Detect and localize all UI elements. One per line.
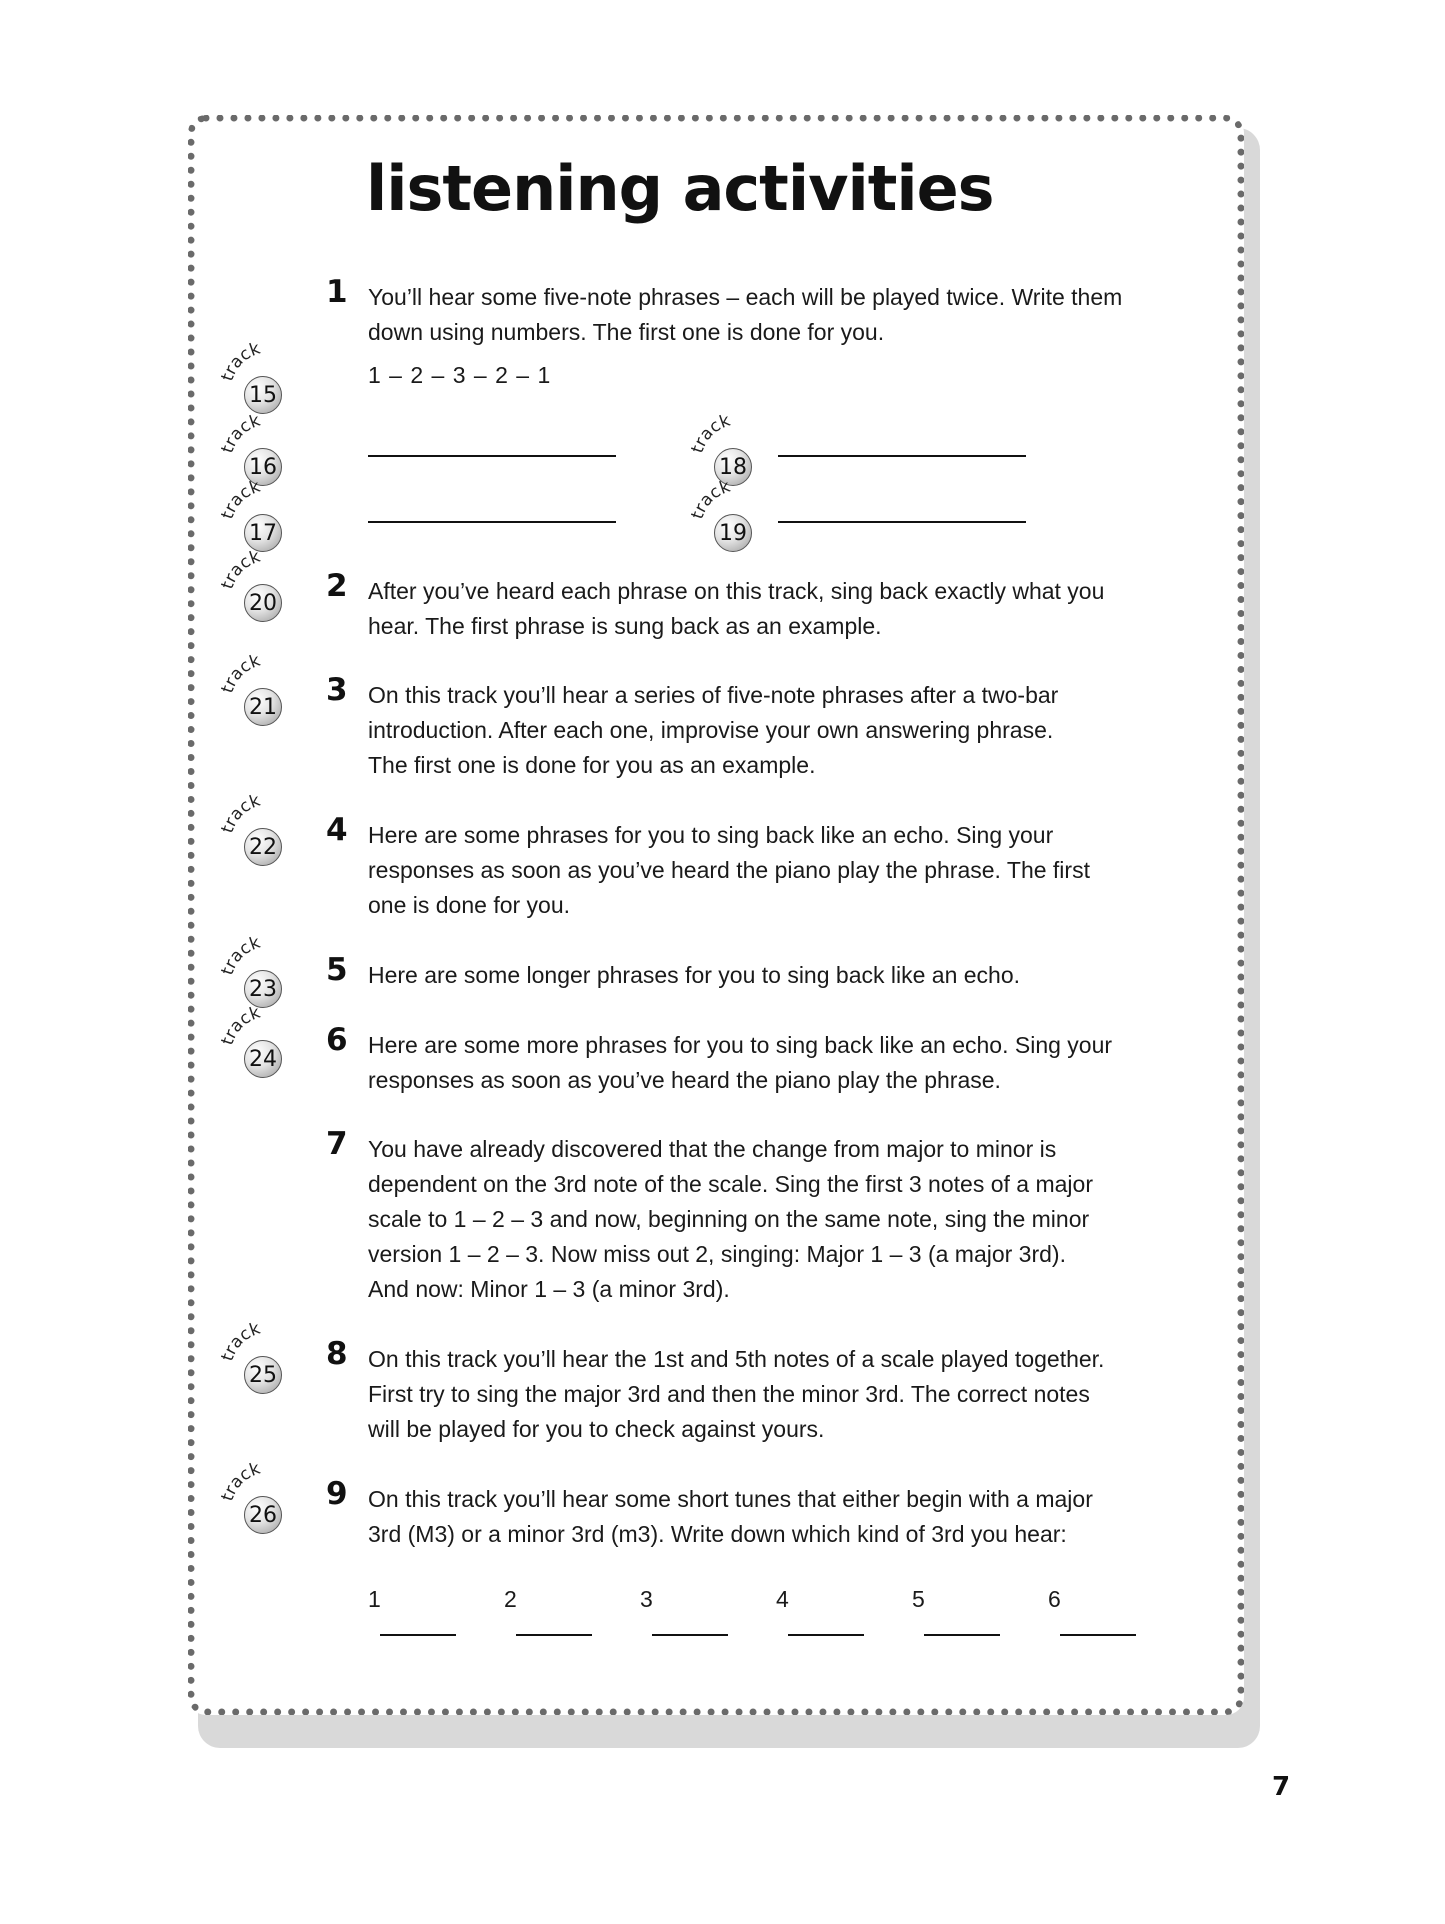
page-number: 7 xyxy=(1272,1772,1291,1802)
question-number-2: 2 xyxy=(326,568,348,604)
track-number: 15 xyxy=(244,376,282,414)
svg-text:track: track xyxy=(687,476,733,522)
text-line: introduction. After each one, improvise your own answering phrase. xyxy=(368,717,1054,743)
question-number-5: 5 xyxy=(326,952,348,988)
answer-line-18[interactable] xyxy=(778,455,1026,457)
text-line: You’ll hear some five-note phrases – each will be played twice. Write them xyxy=(368,284,1123,310)
svg-text:track: track xyxy=(217,546,263,592)
question-6-text xyxy=(368,1028,1168,1098)
answer-label: 1 xyxy=(368,1586,381,1612)
text-line: And now: Minor 1 – 3 (a minor 3rd). xyxy=(368,1276,730,1302)
question-number-9: 9 xyxy=(326,1476,348,1512)
track-badge-17 xyxy=(217,476,296,556)
text-line: After you’ve heard each phrase on this track, sing back exactly what you xyxy=(368,578,1105,604)
answer-line[interactable] xyxy=(380,1634,456,1636)
track-number: 21 xyxy=(244,688,282,726)
track-number: 25 xyxy=(244,1356,282,1394)
text-line: First try to sing the major 3rd and then the minor 3rd. The correct notes xyxy=(368,1381,1090,1407)
answer-blank-4[interactable] xyxy=(776,1586,864,1640)
track-badge-19 xyxy=(687,476,766,556)
question-number-3: 3 xyxy=(326,672,348,708)
answer-line[interactable] xyxy=(924,1634,1000,1636)
svg-text:track: track xyxy=(217,338,263,384)
track-number: 22 xyxy=(244,828,282,866)
answer-blank-5[interactable] xyxy=(912,1586,1000,1640)
answer-label: 6 xyxy=(1048,1586,1061,1612)
text-line: On this track you’ll hear a series of five-note phrases after a two-bar xyxy=(368,682,1059,708)
question-4-text xyxy=(368,818,1168,923)
question-number-4: 4 xyxy=(326,812,348,848)
page-title: listening activities xyxy=(366,152,994,225)
answer-line-16[interactable] xyxy=(368,455,616,457)
question-3-text xyxy=(368,678,1168,783)
svg-text:track: track xyxy=(687,410,733,456)
track-badge-24 xyxy=(217,1002,296,1082)
track-badge-26 xyxy=(217,1458,296,1538)
text-line: 3rd (M3) or a minor 3rd (m3). Write down which kind of 3rd you hear: xyxy=(368,1521,1067,1547)
svg-text:track: track xyxy=(217,790,263,836)
track-badge-21 xyxy=(217,650,296,730)
answer-line[interactable] xyxy=(1060,1634,1136,1636)
text-line: version 1 – 2 – 3. Now miss out 2, singing: Major 1 – 3 (a major 3rd). xyxy=(368,1241,1066,1267)
answer-line-19[interactable] xyxy=(778,521,1026,523)
answer-blank-3[interactable] xyxy=(640,1586,728,1640)
svg-text:track: track xyxy=(217,1458,263,1504)
question-9-text xyxy=(368,1482,1168,1552)
track-badge-23 xyxy=(217,932,296,1012)
question-5-text xyxy=(368,958,1168,993)
text-line: will be played for you to check against yours. xyxy=(368,1416,825,1442)
text-line: one is done for you. xyxy=(368,892,571,918)
text-line: responses as soon as you’ve heard the piano play the phrase. xyxy=(368,1067,1001,1093)
track-badge-15 xyxy=(217,338,296,418)
text-line: hear. The first phrase is sung back as an example. xyxy=(368,613,882,639)
svg-text:track: track xyxy=(217,410,263,456)
question-number-1: 1 xyxy=(326,274,348,310)
track-number: 19 xyxy=(714,514,752,552)
answer-label: 3 xyxy=(640,1586,653,1612)
question-1-text xyxy=(368,280,1168,350)
track-number: 17 xyxy=(244,514,282,552)
text-line: The first one is done for you as an example. xyxy=(368,752,816,778)
svg-text:track: track xyxy=(217,650,263,696)
answer-label: 2 xyxy=(504,1586,517,1612)
svg-text:track: track xyxy=(217,932,263,978)
answer-blank-2[interactable] xyxy=(504,1586,592,1640)
text-line: scale to 1 – 2 – 3 and now, beginning on the same note, sing the minor xyxy=(368,1206,1090,1232)
text-line: responses as soon as you’ve heard the piano play the phrase. The first xyxy=(368,857,1090,883)
text-line: dependent on the 3rd note of the scale. Sing the first 3 notes of a major xyxy=(368,1171,1093,1197)
text-line: On this track you’ll hear the 1st and 5th notes of a scale played together. xyxy=(368,1346,1105,1372)
question-1-example: 1 – 2 – 3 – 2 – 1 xyxy=(368,362,552,388)
answer-line-17[interactable] xyxy=(368,521,616,523)
track-number: 18 xyxy=(714,448,752,486)
track-badge-25 xyxy=(217,1318,296,1398)
question-number-6: 6 xyxy=(326,1022,348,1058)
question-number-8: 8 xyxy=(326,1336,348,1372)
answer-line[interactable] xyxy=(652,1634,728,1636)
track-number: 23 xyxy=(244,970,282,1008)
svg-text:track: track xyxy=(217,1002,263,1048)
answer-line[interactable] xyxy=(788,1634,864,1636)
question-7-text xyxy=(368,1132,1168,1307)
question-2-text xyxy=(368,574,1168,644)
track-badge-20 xyxy=(217,546,296,626)
answer-label: 5 xyxy=(912,1586,925,1612)
answer-blank-6[interactable] xyxy=(1048,1586,1136,1640)
text-line: Here are some longer phrases for you to sing back like an echo. xyxy=(368,962,1021,988)
track-badge-22 xyxy=(217,790,296,870)
track-number: 16 xyxy=(244,448,282,486)
question-8-text xyxy=(368,1342,1168,1447)
text-line: Here are some phrases for you to sing back like an echo. Sing your xyxy=(368,822,1054,848)
answer-blank-1[interactable] xyxy=(368,1586,456,1640)
text-line: On this track you’ll hear some short tunes that either begin with a major xyxy=(368,1486,1093,1512)
svg-text:track: track xyxy=(217,476,263,522)
track-number: 24 xyxy=(244,1040,282,1078)
answer-label: 4 xyxy=(776,1586,789,1612)
text-line: down using numbers. The first one is done for you. xyxy=(368,319,885,345)
answer-line[interactable] xyxy=(516,1634,592,1636)
track-number: 26 xyxy=(244,1496,282,1534)
question-number-7: 7 xyxy=(326,1126,348,1162)
svg-text:track: track xyxy=(217,1318,263,1364)
text-line: You have already discovered that the change from major to minor is xyxy=(368,1136,1057,1162)
text-line: Here are some more phrases for you to sing back like an echo. Sing your xyxy=(368,1032,1113,1058)
track-number: 20 xyxy=(244,584,282,622)
